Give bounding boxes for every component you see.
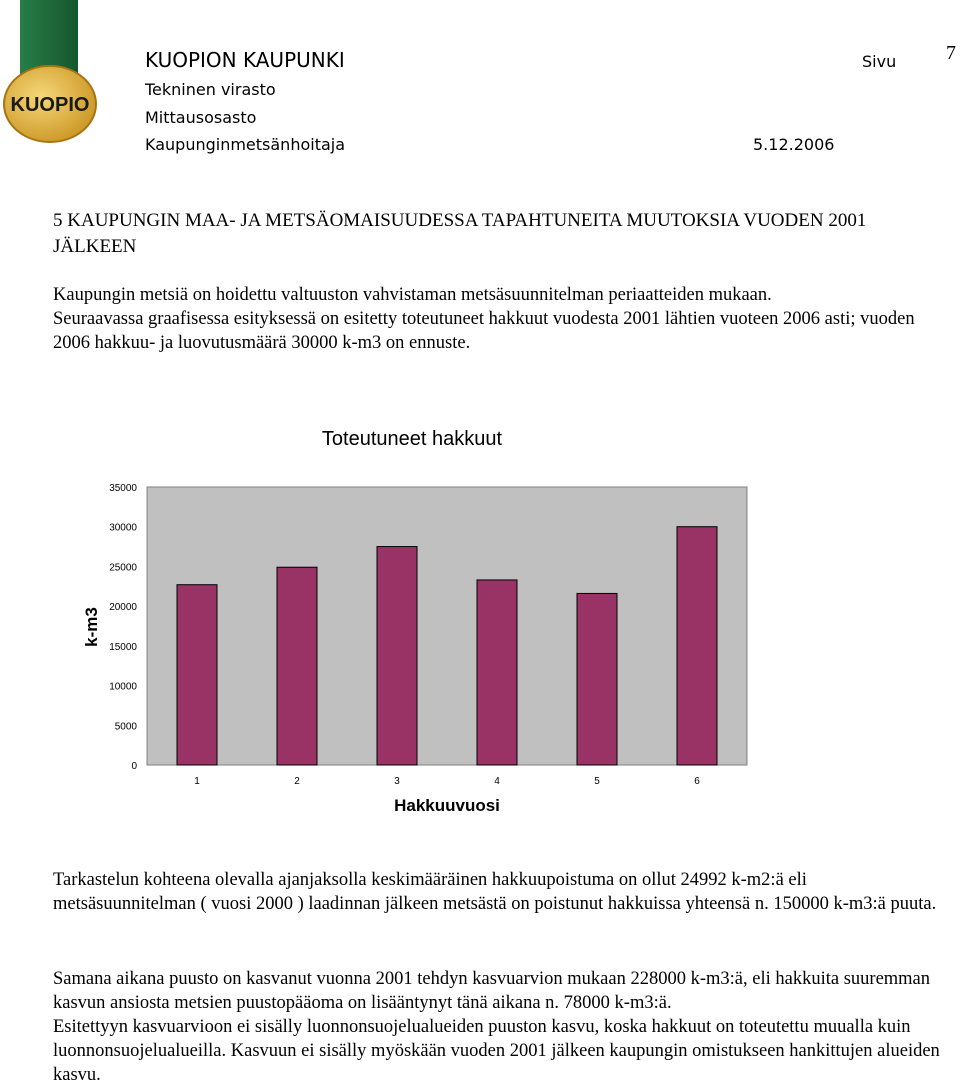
- y-tick-label: 35000: [109, 483, 137, 494]
- office-name: Kaupunginmetsänhoitaja: [145, 135, 346, 154]
- paragraph-text: Esitettyyn kasvuarvioon ei sisälly luonnonsuojelualueiden puuston kasvu, koska hakkuut on toteutettu muualla kuin luonnonsuojelualueilla. Kasvuun ei sisälly myöskään vuoden 2001 jälkeen kaupungin omistukseen hankittujen alueiden kasvu.: [53, 1017, 940, 1085]
- plot-area: [147, 487, 747, 765]
- x-tick-label: 6: [694, 776, 700, 787]
- unit-name: Mittausosasto: [145, 108, 257, 127]
- y-axis-label: k-m3: [82, 607, 101, 647]
- chart-title: Toteutuneet hakkuut: [321, 428, 503, 450]
- section-heading: 5 KAUPUNGIN MAA- JA METSÄOMAISUUDESSA TAPAHTUNEITA MUUTOKSIA VUODEN 2001 JÄLKEEN: [53, 210, 867, 257]
- department-name: Tekninen virasto: [145, 80, 276, 99]
- page-label: Sivu: [862, 52, 897, 71]
- harvest-chart: [70, 410, 890, 830]
- paragraph-text: Tarkastelun kohteena olevalla ajanjaksolla keskimääräinen hakkuupoistuma on ollut 24992 k-m2:ä eli metsäsuunnitelman ( vuosi 2000 ) laadinnan jälkeen metsästä on poistunut hakkuissa yhteensä n. 150000 k-m3:ä puuta.: [53, 870, 937, 914]
- page-number: 7: [946, 42, 956, 64]
- y-tick-label: 25000: [109, 562, 137, 574]
- document-date: 5.12.2006: [753, 135, 835, 154]
- bar-1: [177, 585, 217, 765]
- y-tick-label: 15000: [109, 641, 137, 653]
- x-tick-label: 2: [294, 776, 300, 787]
- organization-name: KUOPION KAUPUNKI: [145, 48, 345, 72]
- x-tick-label: 1: [194, 776, 200, 787]
- y-tick-label: 30000: [109, 522, 137, 534]
- growth-paragraph: [53, 967, 953, 1087]
- y-tick-label: 20000: [109, 602, 137, 614]
- y-tick-label: 0: [131, 761, 137, 772]
- y-tick-label: 5000: [114, 721, 137, 733]
- y-tick-label: 10000: [109, 681, 137, 693]
- intro-paragraph: [53, 283, 953, 355]
- bar-3: [377, 547, 417, 765]
- intro-line-1: Kaupungin metsiä on hoidettu valtuuston vahvistaman metsäsuunnitelman periaatteiden mukaan.: [53, 285, 772, 305]
- bar-4: [477, 580, 517, 765]
- x-axis-label: Hakkuuvuosi: [394, 796, 500, 815]
- paragraph-text: Samana aikana puusto on kasvanut vuonna 2001 tehdyn kasvuarvion mukaan 228000 k-m3:ä, eli hakkuita suuremman kasvun ansiosta metsien puustopääoma on lisääntynyt tänä aikana n. 78000 k-m3:ä.: [53, 969, 931, 1013]
- x-tick-label: 3: [394, 776, 400, 787]
- x-tick-label: 5: [594, 776, 600, 787]
- x-tick-label: 4: [494, 776, 500, 787]
- bar-5: [577, 593, 617, 765]
- bar-6: [677, 527, 717, 765]
- intro-line-2: Seuraavassa graafisessa esityksessä on esitetty toteutuneet hakkuut vuodesta 2001 lähtien vuoteen 2006 asti; vuoden 2006 hakkuu- ja luovutusmäärä 30000 k-m3 on ennuste.: [53, 309, 915, 353]
- kuopio-logo: [0, 0, 110, 150]
- bar-2: [277, 567, 317, 765]
- average-harvest-paragraph: [53, 868, 953, 916]
- logo-text: KUOPIO: [10, 94, 90, 116]
